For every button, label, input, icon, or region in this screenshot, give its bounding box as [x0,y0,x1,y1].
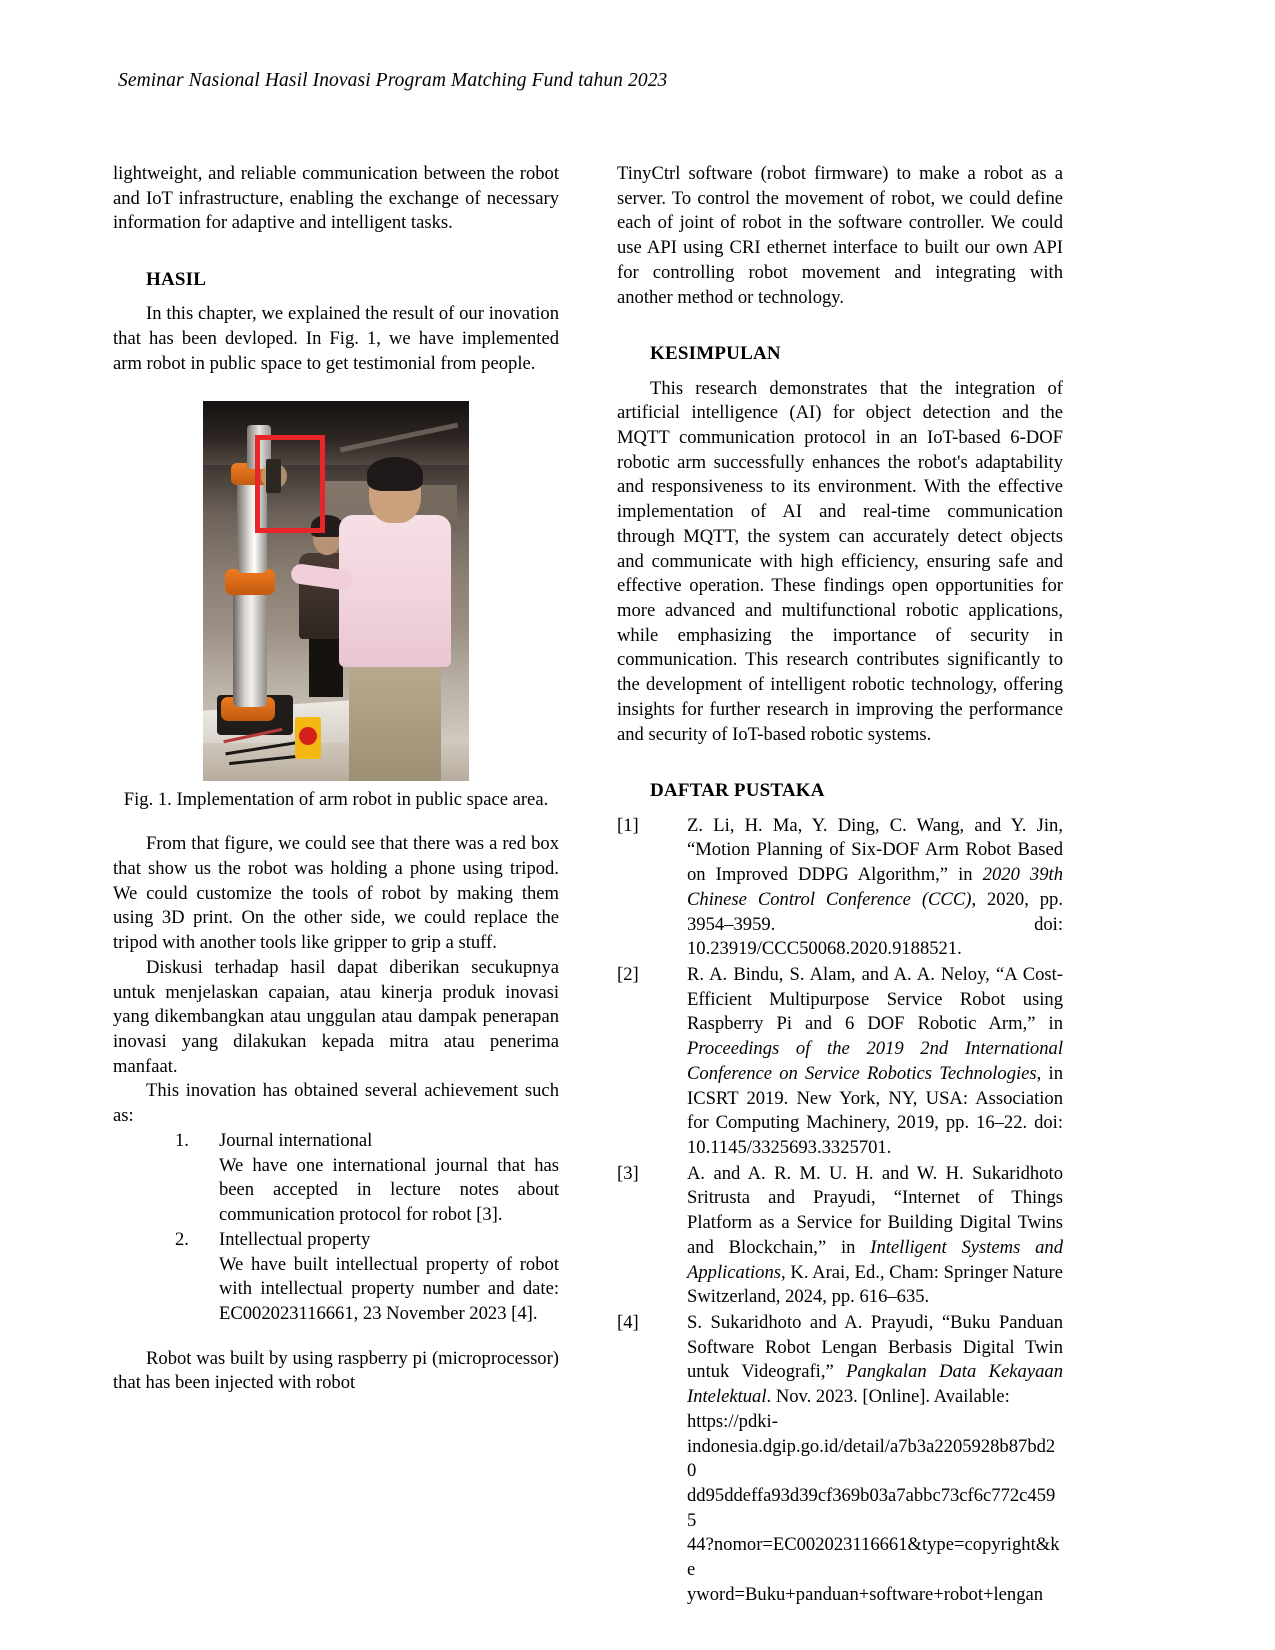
reference-source-title: Pangkalan Data Kekayaan Intelektual [687,1361,1063,1408]
hasil-paragraph: In this chapter, we explained the result of our inovation that has been devloped. In Fig. 1, we have implemented arm robot in public space to get testimonial from people. [113,303,559,374]
spacer [113,1327,559,1347]
reference-number: [3] [617,1162,639,1184]
spacer [617,804,1063,814]
section-heading-daftar-pustaka: DAFTAR PUSTAKA [650,780,825,802]
figure-1 [113,401,559,813]
list-item [113,1228,559,1327]
reference-text [687,814,1063,962]
photo-person-foreground [339,451,451,781]
reference-text-run: , in ICSRT 2019. New York, NY, USA: Association for Computing Machinery, 2019, pp. 16–22. doi: 10.1145/3325693.3325701. [687,1062,1063,1158]
two-column-body [113,162,1163,1609]
reference-text-run: S. Sukaridhoto and A. Prayudi, “Buku Panduan Software Robot Lengan Berbasis Digital Twin untuk Videografi,” [687,1312,1063,1383]
reference-text-run: . Nov. 2023. [Online]. Available: [766,1386,1010,1408]
spacer [617,367,1063,377]
arm-robot-public-space-photo [203,401,469,781]
figure-caption: Fig. 1. Implementation of arm robot in public space area. [123,788,549,810]
section-heading-kesimpulan: KESIMPULAN [650,343,781,365]
reference-text-run: R. A. Bindu, S. Alam, and A. A. Neloy, “A Cost-Efficient Multipurpose Service Robot using Raspberry Pi and 6 DOF Robotic Arm,” in [687,963,1063,1035]
list-item-title: Intellectual property [219,1228,371,1250]
left-column [113,162,559,1609]
reference-source-title: Proceedings of the 2019 2nd International Conference on Service Robotics Technologies [687,1038,1063,1084]
reference-text [687,1162,1063,1310]
reference-text [687,963,1063,1161]
reference-list [617,814,1063,1608]
reference-text [687,1311,1063,1410]
photo-person-foreground-hair [367,457,423,491]
reference-text-run: Z. Li, H. Ma, Y. Ding, C. Wang, and Y. Jin, “Motion Planning of Six-DOF Arm Robot Based on Improved DDPG Algorithm,” in [687,814,1063,886]
reference-text-run: , 2020, pp. 3954–3959. doi: 10.23919/CCC50068.2020.9188521. [687,888,1063,960]
spacer [617,310,1063,341]
photo-person-foreground-pants [349,661,441,781]
figure-red-annotation-box [255,435,325,533]
paragraph-diskusi: Diskusi terhadap hasil dapat diberikan secukupnya untuk menjelaskan capaian, atau kinerja produk inovasi yang dikembangkan atau unggulan atau dampak penerapan inovasi yang dilakukan kepada mitra atau penerima manfaat. [113,956,559,1077]
reference-source-title: Intelligent Systems and Applications [687,1236,1063,1283]
list-item-number: 2. [175,1228,189,1250]
paragraph-red-box: From that figure, we could see that there was a red box that show us the robot was holding a phone using tripod. We could customize the tools of robot by making them using 3D print. On the other side, we could replace the tripod with another tools like gripper to grip a stuff. [113,833,559,954]
reference-text-run: , K. Arai, Ed., Cham: Springer Nature Switzerland, 2024, pp. 616–635. [687,1261,1063,1308]
list-item [113,1129,559,1228]
reference-source-title: 2020 39th Chinese Control Conference (CCC) [687,864,1063,910]
reference-item [617,1162,1063,1310]
intro-paragraph: lightweight, and reliable communication between the robot and IoT infrastructure, enabling the exchange of necessary information for adaptive and intelligent tasks. [113,163,559,234]
spacer [113,292,559,302]
paragraph-achievement-intro: This inovation has obtained several achievement such as: [113,1080,559,1127]
running-head: Seminar Nasional Hasil Inovasi Program Matching Fund tahun 2023 [118,70,668,91]
reference-url-line[interactable]: https://pdki- [687,1410,778,1432]
section-heading-hasil: HASIL [146,269,207,291]
reference-url-line[interactable]: dd95ddeffa93d39cf369b03a7abbc73cf6c772c4595 [687,1485,1056,1531]
reference-text-run: A. and A. R. M. U. H. and W. H. Sukaridhoto Sritrusta and Prayudi, “Internet of Things Platform as a Service for Building Digital Twins and Blockchain,” in [687,1162,1063,1258]
list-item-number: 1. [175,1129,189,1151]
reference-url-line[interactable]: indonesia.dgip.go.id/detail/a7b3a2205928b87bd20 [687,1435,1056,1482]
paragraph-raspberry: Robot was built by using raspberry pi (microprocessor) that has been injected with robot [113,1347,559,1394]
spacer [113,236,559,267]
reference-item [617,1311,1063,1608]
photo-robot-link-lower [233,585,267,707]
photo-person-background-legs [309,635,343,697]
right-column [617,162,1063,1609]
list-item-body: We have built intellectual property of robot with intellectual property number and date: EC002023116661, 23 November 2023 [4]. [219,1253,559,1324]
list-item-title: Journal international [219,1129,373,1151]
reference-url-line[interactable]: 44?nomor=EC002023116661&type=copyright&ke [687,1534,1060,1581]
reference-number: [4] [617,1312,639,1333]
reference-number: [2] [617,963,639,985]
reference-number: [1] [617,814,639,836]
reference-url-line[interactable]: yword=Buku+panduan+software+robot+lengan [687,1583,1044,1605]
continued-paragraph: TinyCtrl software (robot firmware) to make a robot as a server. To control the movement of robot, we could define each of joint of robot in the software controller. We could use API using CRI ethernet interface to built our own API for controlling robot movement and integrating with another method or technology. [617,163,1063,308]
photo-person-foreground-shirt [339,515,451,667]
achievement-list [113,1129,559,1327]
spacer [617,747,1063,778]
list-item-body: We have one international journal that has been accepted in lecture notes about communication protocol for robot [3]. [219,1154,559,1226]
reference-item [617,963,1063,1161]
reference-item [617,814,1063,962]
photo-emergency-stop-button [299,727,317,745]
kesimpulan-paragraph: This research demonstrates that the integration of artificial intelligence (AI) for object detection and the MQTT communication protocol in an IoT-based 6-DOF robotic arm successfully enhances the robot's adaptability and responsiveness to its environment. With the effective implementation of AI and real-time communication through MQTT, the system can accurately detect objects and communicate with high efficiency, ensuring safe and effective operation. These findings open opportunities for more advanced and multifunctional robotic applications, while emphasizing the importance of security in communication. This research contributes significantly to the development of intelligent robotic technology, offering insights for further research in improving the performance and security of IoT-based robotic systems. [617,377,1063,745]
spacer [113,812,559,832]
